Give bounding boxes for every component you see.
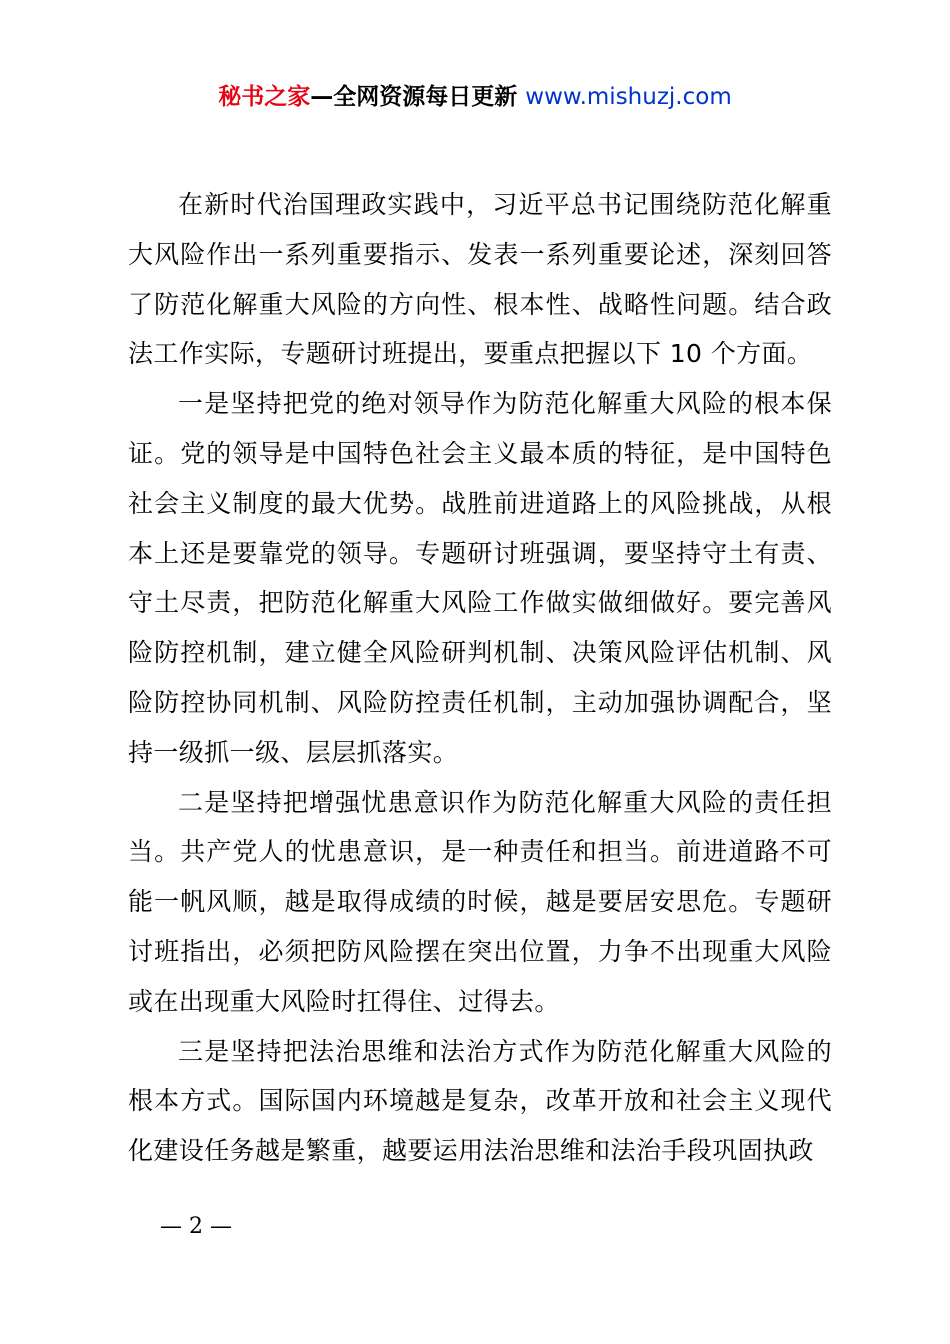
page-header <box>0 80 950 114</box>
paragraph-point-1: 一是坚持把党的绝对领导作为防范化解重大风险的根本保证。党的领导是中国特色社会主义最本质的特征，是中国特色社会主义制度的最大优势。战胜前进道路上的风险挑战，从根本上还是要靠党的领导。专题研讨班强调，要坚持守土有责、守土尽责，把防范化解重大风险工作做实做细做好。要完善风险防控机制，建立健全风险研判机制、决策风险评估机制、风险防控协同机制、风险防控责任机制，主动加强协调配合，坚持一级抓一级、层层抓落实。 <box>128 389 832 767</box>
paragraph-point-3: 三是坚持把法治思维和法治方式作为防范化解重大风险的根本方式。国际国内环境越是复杂，改革开放和社会主义现代化建设任务越是繁重，越要运用法治思维和法治手段巩固执政 <box>128 1036 832 1166</box>
website-link[interactable]: www.mishuzj.com <box>525 84 732 110</box>
header-dash: — <box>310 84 334 110</box>
brand-name: 秘书之家 <box>218 84 311 110</box>
page-number: — 2 — <box>160 1214 232 1239</box>
paragraph-point-2: 二是坚持把增强忧患意识作为防范化解重大风险的责任担当。共产党人的忧患意识，是一种责任和担当。前进道路不可能一帆风顺，越是取得成绩的时候，越是要居安思危。专题研讨班指出，必须把防风险摆在突出位置，力争不出现重大风险或在出现重大风险时扛得住、过得去。 <box>128 787 832 1016</box>
paragraph-intro: 在新时代治国理政实践中，习近平总书记围绕防范化解重大风险作出一系列重要指示、发表一系列重要论述，深刻回答了防范化解重大风险的方向性、根本性、战略性问题。结合政法工作实际，专题研讨班提出，要重点把握以下 10 个方面。 <box>128 190 832 369</box>
document-body <box>128 180 832 1176</box>
header-slogan: 全网资源每日更新 <box>333 84 518 110</box>
